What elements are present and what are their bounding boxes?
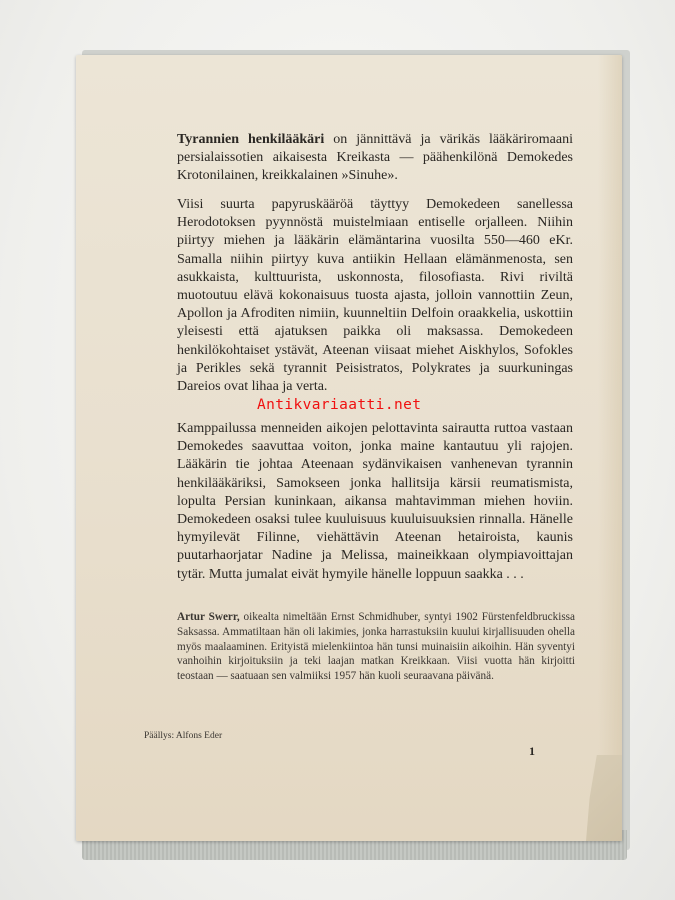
author-bio (177, 610, 575, 684)
author-bio-text: oikealta nimeltään Ernst Schmidhuber, syntyi 1902 Fürstenfeldbruckissa Saksassa. Ammatiltaan hän oli lakimies, jonka harrastuksiin kuului kirjallisuuden ohella myös maalaaminen. Erityistä mielenkiintoa hän tunsi muinaisiin aikoihin. Hän syventyi vanhoihin kirjoituksiin ja teki laajan matkan Kreikkaan. Viisi vuotta hän kirjoitti teostaan — saatuaan sen valmiiksi 1957 hän kuoli seuraavana päivänä. (177, 611, 575, 683)
intro-text: on jännittävä ja värikäs lääkäriromaani persialaissotien aikaisesta Kreikasta — päähenkilönä Demokedes Krotonilainen, kreikkalainen »Sinuhe». (177, 132, 573, 184)
intro-paragraph (177, 131, 573, 186)
synopsis-paragraph-2: Kamppailussa menneiden aikojen pelottavinta sairautta ruttoa vastaan Demokedes saavuttaa voiton, jonka maine kantautuu yli rajojen. Lääkärin tie johtaa Ateenaan sydänvikaisen vanhenevan tyrannin henkilääkäriksi, Samokseen jonka hallitsija kärsii reumatismista, lopulta Persian kuninkaan, aikansa mahtavimman miehen hoviin. Demokedeen osaksi tulee kuuluisuus kuuluisuuksien rinnalla. Hänelle hymyilevät Filinne, viehättävin Ateenan hetairoista, kaunis puutarhaorjatar Nadine ja Melissa, maineikkaan olympiavoittajan tytär. Mutta jumalat eivät hymyile hänelle loppuun saakka . . . (177, 421, 573, 582)
jacket-edge-wear (598, 55, 622, 841)
book-title: Tyrannien henkilääkäri (177, 132, 325, 147)
author-name: Artur Swerr, (177, 611, 240, 623)
watermark-text: Antikvariaatti.net (257, 397, 422, 413)
synopsis-paragraph-1: Viisi suurta papyruskääröä täyttyy Demokedeen sanellessa Herodotoksen pyynnöstä muistelmiaan entiselle orjalleen. Niihin piirtyy miehen ja lääkärin elämäntarina vuosilta 550—460 eKr. Samalla niihin piirtyy kuva antiikin Hellaan elämänmenosta, sen asukkaista, kulttuurista, uskonnosta, filosofiasta. Rivi riviltä muotoutuu elävä kokonaisuus tuosta ajasta, jolloin vannottiin Zeun, Apollon ja Afroditen nimiin, kuunneltiin Delfoin oraakkelia, uskottiin yleisesti että ajatuksen paikka oli maksassa. Demokedeen henkilökohtaiset ystävät, Ateenan viisaat miehet Aiskhylos, Sofokles ja Perikles sekä tyrannit Peisistratos, Polykrates ja suurkuningas Dareios ovat lihaa ja verta. (177, 197, 573, 395)
cover-credit: Päällys: Alfons Eder (144, 731, 223, 741)
jacket-torn-corner (586, 755, 622, 841)
page-number: 1 (529, 744, 535, 758)
